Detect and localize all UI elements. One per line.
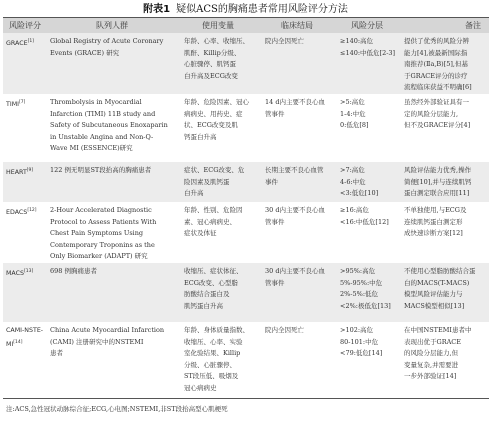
table-row — [3, 263, 489, 322]
bottom-rule — [3, 398, 489, 399]
cell-cohort: 122 例无明显ST段抬高的胸痛患者 — [50, 166, 152, 174]
cell-cohort: 698 例胸痛患者 — [50, 267, 97, 275]
cell-strata: >7:高危 4-6:中危 <3:低危[10] — [340, 166, 379, 198]
table-row — [3, 202, 489, 263]
cell-outcome: 30 d内主要不良心血 管事件 — [265, 267, 325, 287]
cell-strata: ≥16:高危 <16:中低危[12] — [340, 206, 389, 226]
cell-remarks: 不使用心型脂肪酸结合蛋 白的MACS(T-MACS) 模型风险评估能力与 MACS模型相似[13] — [404, 267, 476, 310]
reference-superscript: [1] — [27, 39, 34, 44]
header-variables: 使用变量 — [202, 21, 234, 30]
cell-strata: ≥140:高危 ≤140:中低危[2-3] — [340, 37, 396, 57]
cell-name: CAMI-NSTE- MI[14] — [6, 327, 44, 348]
table-footnote: 注:ACS,急性冠状动脉综合征;ECG,心电图;NSTEMI,非ST段抬高型心肌梗死 — [6, 405, 228, 413]
table-tag: 附表1 — [143, 4, 171, 15]
table-title — [0, 3, 491, 17]
cell-remarks: 在中国NSTEMI患者中 表现出优于GRACE 的风险分层能力,但 变量复杂,并需要进 一步外部验证[14] — [404, 326, 472, 381]
cell-variables: 年龄、性别、危险因 素、冠心病病史、 症状及体征 — [184, 206, 243, 238]
cell-cohort: Global Registry of Acute Coronary Events (GRACE) 研究 — [50, 37, 164, 57]
cell-strata: >102:高危 80-101:中危 <79:低危[14] — [340, 326, 383, 358]
header-strata: 风险分层 — [351, 21, 383, 30]
reference-superscript: [9] — [26, 168, 34, 173]
reference-superscript: [14] — [13, 339, 23, 345]
reference-superscript: [12] — [27, 208, 37, 213]
cell-strata: >5:高危 1-4:中危 0:低危[8] — [340, 98, 369, 130]
cell-variables: 年龄、身体质量指数、 收缩压、心率、实验 室化验结果、Killip 分级、心脏骤停、 ST段压低、吸烟及 冠心病病史 — [184, 326, 249, 392]
reference-superscript: [7] — [19, 100, 26, 105]
cell-cohort: 2-Hour Accelerated Diagnostic Protocol to Assess Patients With Chest Pain Symptoms Using Contemporary Troponins as the Only Biomarker (ADAPT) 研究 — [50, 206, 157, 261]
cell-name: HEART[9] — [6, 168, 34, 177]
cell-remarks: 风险评估能力优秀,操作 简便[10],并与连续肌钙 蛋白测定联合应用[11] — [404, 166, 472, 198]
table-row — [3, 94, 489, 162]
table-row — [3, 33, 489, 94]
header-score: 风险评分 — [9, 21, 41, 30]
cell-variables: 收缩压、症状体征、 ECG改变、心型脂 肪酸结合蛋白及 肌钙蛋白升高 — [184, 267, 243, 310]
cell-cohort: Thrombolysis in Myocardial Infarction (TIMI) 11B study and Safety of Subcutaneous Enoxaparin in Unstable Angina and Non-Q- Wave MI (ESSENCE)研究 — [50, 98, 168, 153]
table-row — [3, 322, 489, 398]
cell-outcome: 14 d内主要不良心血 管事件 — [265, 98, 325, 118]
table-row — [3, 162, 489, 202]
cell-outcome: 长期主要不良心血管 事件 — [265, 166, 324, 186]
header-remarks: 备注 — [465, 21, 481, 30]
cell-name: GRACE[1] — [6, 39, 34, 48]
cell-strata: >95%:高危 5%-95%:中危 2%-5%:低危 <2%:极低危[13] — [340, 267, 391, 310]
cell-variables: 年龄、心率、收缩压、 肌酐、Killip分级、 心脏骤停、肌钙蛋 白升高及ECG改变 — [184, 37, 249, 80]
cell-outcome: 院内全因死亡 — [265, 37, 304, 45]
reference-superscript: [13] — [24, 269, 34, 274]
cell-name: EDACS[12] — [6, 208, 37, 217]
table-caption: 疑似ACS的胸痛患者常用风险评分方法 — [176, 4, 348, 15]
cell-name: TIMI[7] — [6, 100, 26, 109]
header-outcome: 临床结局 — [281, 21, 313, 30]
header-cohort: 队列人群 — [96, 21, 128, 30]
cell-cohort: China Acute Myocardial Infarction (CAMI) 注册研究中的NSTEMI 患者 — [50, 326, 165, 358]
cell-outcome: 院内全因死亡 — [265, 326, 304, 334]
cell-variables: 症状、ECG改变、危 险因素及肌钙蛋 白升高 — [184, 166, 245, 198]
cell-remarks: 虽然经外部验证具有一 定的风险分层能力, 但不及GRACE评分[4] — [404, 98, 471, 130]
cell-name: MACS[13] — [6, 269, 34, 278]
cell-outcome: 30 d内主要不良心血 管事件 — [265, 206, 325, 226]
cell-remarks: 不单独使用,与ECG及 连续肌钙蛋白测定形 成快速诊断方案[12] — [404, 206, 467, 238]
cell-remarks: 提供了优秀的风险分辨 能力[4],被最新国际指 南推荐(Ⅱa,B)[5],但基 于GRACE评分的诊疗 流程临床获益不明确[6] — [404, 37, 472, 92]
header-row — [3, 18, 489, 33]
cell-variables: 年龄、危险因素、冠心 病病史、用药史、症 状、ECG改变及肌 钙蛋白升高 — [184, 98, 249, 141]
